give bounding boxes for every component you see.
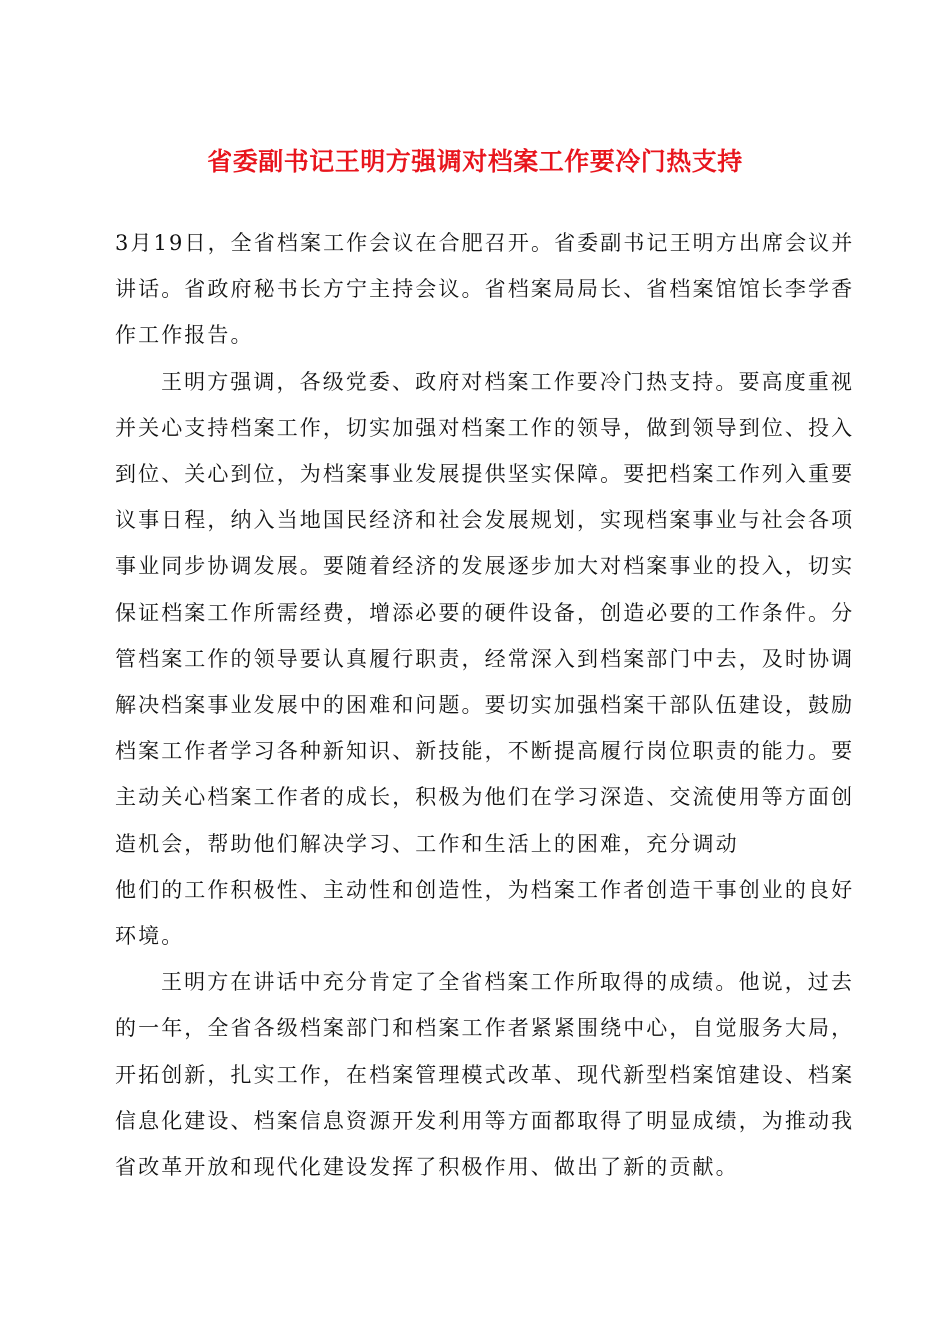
- paragraph-2: 王明方强调，各级党委、政府对档案工作要冷门热支持。要高度重视并关心支持档案工作，切实加强对档案工作的领导，做到领导到位、投入到位、关心到位，为档案事业发展提供坚实保障。要把档案工作列入重要议事日程，纳入当地国民经济和社会发展规划，实现档案事业与社会各项事业同步协调发展。要随着经济的发展逐步加大对档案事业的投入，切实保证档案工作所需经费，增添必要的硬件设备，创造必要的工作条件。分管档案工作的领导要认真履行职责，经常深入到档案部门中去，及时协调解决档案事业发展中的困难和问题。要切实加强档案干部队伍建设，鼓励档案工作者学习各种新知识、新技能，不断提高履行岗位职责的能力。要主动关心档案工作者的成长，积极为他们在学习深造、交流使用等方面创造机会，帮助他们解决学习、工作和生活上的困难，充分调动: [115, 369, 855, 856]
- paragraph-4: 王明方在讲话中充分肯定了全省档案工作所取得的成绩。他说，过去的一年，全省各级档案部门和档案工作者紧紧围绕中心，自觉服务大局，开拓创新，扎实工作，在档案管理模式改革、现代新型档案馆建设、档案信息化建设、档案信息资源开发利用等方面都取得了明显成绩，为推动我省改革开放和现代化建设发挥了积极作用、做出了新的贡献。: [115, 970, 855, 1180]
- document-body: [115, 220, 875, 1190]
- document-title: 省委副书记王明方强调对档案工作要冷门热支持: [207, 147, 743, 176]
- paragraph-3: 他们的工作积极性、主动性和创造性，为档案工作者创造干事创业的良好环境。: [115, 877, 855, 949]
- paragraph-1: 3月19日，全省档案工作会议在合肥召开。省委副书记王明方出席会议并讲话。省政府秘书长方宁主持会议。省档案局局长、省档案馆馆长李学香作工作报告。: [115, 231, 855, 348]
